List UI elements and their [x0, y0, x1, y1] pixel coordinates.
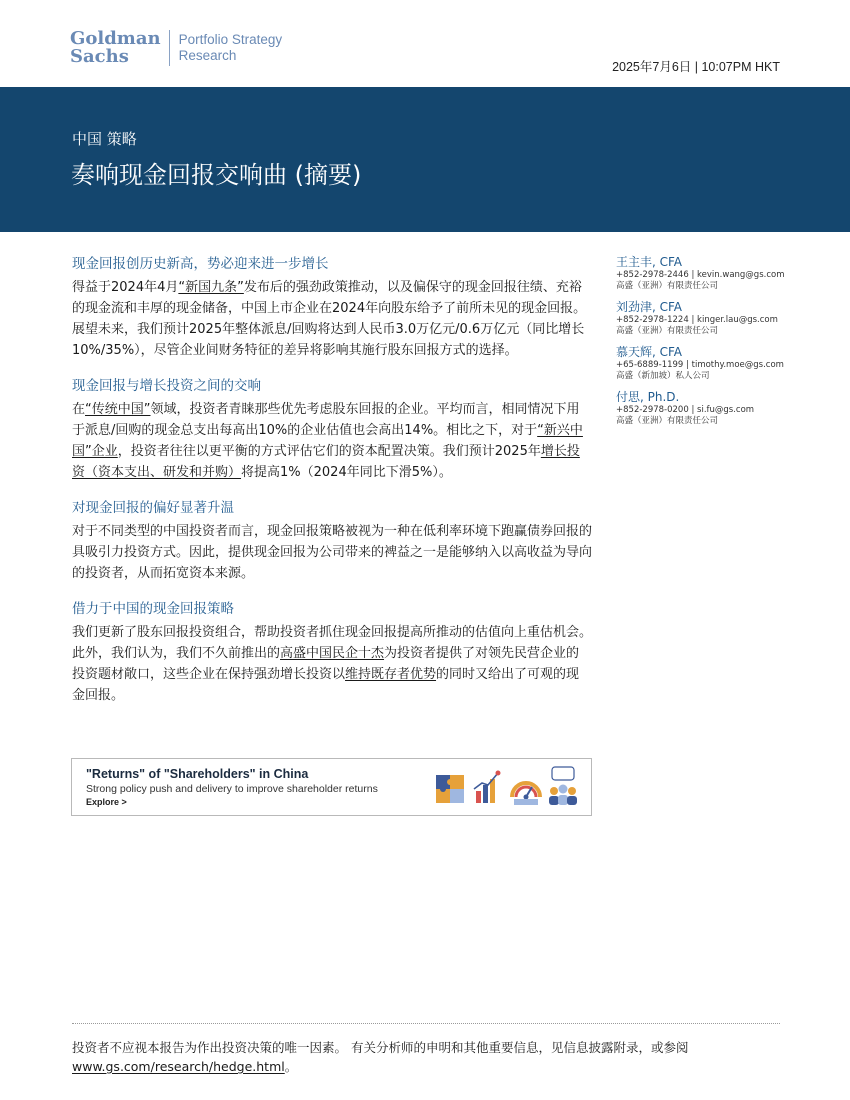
analyst-firm: 高盛（亚洲）有限责任公司: [616, 281, 719, 291]
analyst-name: 慕天辉, CFA: [616, 345, 683, 359]
analyst-phone: +852-2978-1224: [616, 315, 689, 325]
section-body: [72, 622, 592, 706]
promo-subtitle: Strong policy push and delivery to improve shareholder returns: [86, 783, 378, 795]
analyst-email[interactable]: si.fu@gs.com: [697, 405, 755, 415]
section-body: 对于不同类型的中国投资者而言，现金回报策略被视为一种在低利率环境下跑赢债券回报的具吸引力投资方式。因此，提供现金回报为公司带来的裨益之一是能够纳入以高收益为导向的投资者，从而拓宽资本来源。: [72, 524, 593, 581]
puzzle-icon: [436, 775, 464, 803]
logo-line1: Goldman: [70, 28, 161, 49]
disclosure-end: 。: [284, 1059, 298, 1074]
analyst-name: 付思, Ph.D.: [616, 390, 680, 404]
link-gs-china-top10-private[interactable]: 高盛中国民企十杰: [280, 646, 385, 661]
gauge-icon: [512, 783, 540, 805]
body-text: 得益于2024年4月: [72, 280, 179, 295]
body-text: 为投资者提供了对领先民营企业的投资题材敞口，这些企业在保持强劲增长投资以: [72, 646, 580, 682]
analyst-email[interactable]: kevin.wang@gs.com: [697, 270, 785, 280]
report-category: 中国 策略: [72, 130, 137, 148]
link-new-nine-articles[interactable]: “新国九条”: [178, 280, 244, 295]
main-content: [72, 254, 592, 721]
explore-link[interactable]: Explore >: [86, 797, 127, 807]
body-text: 领域，投资者青睐那些优先考虑股东回报的企业。平均而言，相同情况下用于派息/回购的现金总支出每高出10%的企业估值也会高出14%。相比之下，对于: [72, 402, 580, 438]
section-body: [72, 277, 592, 361]
logo-subtitle: [179, 32, 283, 64]
analyst-name: 刘劲津, CFA: [616, 300, 683, 314]
analyst-card: [616, 344, 786, 382]
logo-wordmark: [70, 30, 161, 66]
analyst-card: [616, 254, 786, 292]
analyst-firm: 高盛（新加坡）私人公司: [616, 371, 710, 381]
disclosure-footer: [72, 1038, 782, 1076]
gs-logo: [70, 30, 282, 66]
report-title: 奏响现金回报交响曲 (摘要): [71, 161, 362, 189]
report-datetime: 2025年7月6日 | 10:07PM HKT: [612, 60, 780, 74]
footer-divider: [72, 1023, 780, 1024]
logo-line2: Sachs: [70, 46, 129, 67]
promo-illustration: [432, 765, 582, 809]
section-body: [72, 399, 592, 483]
analyst-phone: +852-2978-0200: [616, 405, 689, 415]
section-heading: 对现金回报的偏好显著升温: [72, 500, 234, 516]
body-text: 将提高1%（2024年同比下滑5%）。: [241, 465, 452, 480]
analyst-firm: 高盛（亚洲）有限责任公司: [616, 326, 719, 336]
analyst-contact: +852-2978-0200 | si.fu@gs.com: [616, 405, 755, 415]
promo-banner[interactable]: [71, 758, 592, 816]
logo-sub2: Research: [178, 48, 237, 63]
title-banner: [0, 87, 850, 232]
analyst-contact: +65-6889-1199 | timothy.moe@gs.com: [616, 360, 784, 370]
analyst-phone: +852-2978-2446: [616, 270, 689, 280]
link-incumbent-advantage[interactable]: 维持既存者优势: [345, 667, 437, 682]
analyst-card: [616, 389, 786, 427]
people-discussion-icon: [549, 767, 577, 805]
analyst-card: [616, 299, 786, 337]
section-heading: 现金回报创历史新高，势必迎来进一步增长: [72, 256, 329, 272]
analyst-email[interactable]: kinger.lau@gs.com: [697, 315, 778, 325]
promo-title: "Returns" of "Shareholders" in China: [86, 767, 309, 781]
analyst-sidebar: [616, 254, 786, 434]
analyst-phone: +65-6889-1199: [616, 360, 684, 370]
body-text: 我们更新了股东回报投资组合，帮助投资者抓住现金回报提高所推动的估值向上重估机会。此外，我们认为，我们不久前推出的: [72, 625, 593, 661]
logo-sub1: Portfolio Strategy: [178, 32, 283, 47]
analyst-firm: 高盛（亚洲）有限责任公司: [616, 416, 719, 426]
body-text: 发布后的强劲政策推动，以及偏保守的现金回报往绩、充裕的现金流和丰厚的现金储备，中国上市企业在2024年向股东给予了前所未见的现金回报。展望未来，我们预计2025年整体派息/回购将达到人民币3.0万亿元/0.6万亿元（同比增长10%/35%），尽管企业间财务特征的差异将影响其施行股东回报方式的选择。: [72, 280, 587, 358]
section-heading: 借力于中国的现金回报策略: [72, 601, 234, 617]
section-4: [72, 599, 592, 706]
analyst-email[interactable]: timothy.moe@gs.com: [691, 360, 784, 370]
analyst-contact: +852-2978-2446 | kevin.wang@gs.com: [616, 270, 785, 280]
body-text: 在: [72, 402, 86, 417]
analyst-name: 王主丰, CFA: [616, 255, 683, 269]
link-new-china[interactable]: “新兴中国”企业: [72, 423, 583, 459]
link-growth-investment[interactable]: 增长投资（资本支出、研发和并购）: [72, 444, 580, 480]
growth-chart-icon: [474, 771, 501, 804]
body-text: ，投资者往往以更平衡的方式评估它们的资本配置决策。我们预计2025年: [117, 444, 541, 459]
analyst-contact: +852-2978-1224 | kinger.lau@gs.com: [616, 315, 778, 325]
disclosure-link[interactable]: www.gs.com/research/hedge.html: [72, 1059, 285, 1074]
body-text: 的同时又给出了可观的现金回报。: [72, 667, 580, 703]
section-3: [72, 498, 592, 584]
section-1: [72, 254, 592, 361]
logo-divider: [169, 30, 170, 66]
disclosure-text: 投资者不应视本报告为作出投资决策的唯一因素。 有关分析师的申明和其他重要信息，见信息披露附录，或参阅: [72, 1040, 689, 1055]
section-heading: 现金回报与增长投资之间的交响: [72, 378, 261, 394]
section-2: [72, 376, 592, 483]
link-traditional-china[interactable]: “传统中国”: [85, 402, 151, 417]
